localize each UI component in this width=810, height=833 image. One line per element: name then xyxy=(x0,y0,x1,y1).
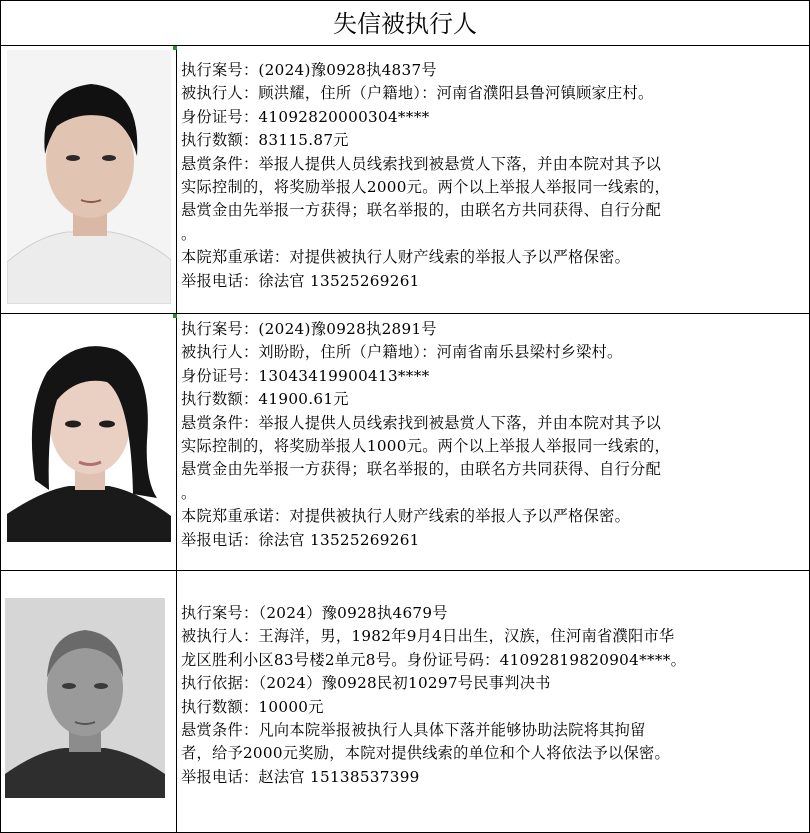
photo-cell xyxy=(1,46,177,313)
enforcement-amount: 执行数额：83115.87元 xyxy=(181,131,349,150)
debtor-info: 被执行人：顾洪耀，住所（户籍地）：河南省濮阳县鲁河镇顾家庄村。 xyxy=(181,84,654,103)
id-number: 身份证号：13043419900413**** xyxy=(181,366,430,385)
reward-conditions: 悬赏金由先举报一方获得；联名举报的，由联名方共同获得、自行分配 xyxy=(181,460,662,479)
person-photo-1 xyxy=(7,50,171,304)
reward-conditions: 。 xyxy=(181,483,197,502)
person-photo-2 xyxy=(7,320,171,542)
person-photo-3 xyxy=(5,598,165,798)
reward-conditions: 。 xyxy=(181,224,197,243)
case-number: 执行案号：(2024)豫0928执4837号 xyxy=(181,61,437,79)
debtor-info: 被执行人：王海洋，男，1982年9月4日出生，汉族，住河南省濮阳市华 xyxy=(181,627,675,646)
report-phone: 举报电话：徐法官 13525269261 xyxy=(181,530,420,549)
record-text xyxy=(177,571,809,832)
case-number: 执行案号：（2024）豫0928执4679号 xyxy=(181,604,448,622)
case-number: 执行案号：(2024)豫0928执2891号 xyxy=(181,320,437,338)
enforcement-amount: 执行数额：10000元 xyxy=(181,697,324,716)
page-title: 失信被执行人 xyxy=(1,1,809,46)
record-3 xyxy=(1,571,809,832)
reward-conditions: 悬赏条件：举报人提供人员线索找到被悬赏人下落，并由本院对其予以 xyxy=(181,413,662,432)
enforcement-basis: 执行依据：（2024）豫0928民初10297号民事判决书 xyxy=(181,674,551,693)
debtor-info: 龙区胜利小区83号楼2单元8号。身份证号码：41092819820904****。 xyxy=(181,650,687,669)
reward-conditions: 实际控制的，将奖励举报人2000元。两个以上举报人举报同一线索的， xyxy=(181,178,670,197)
photo-cell xyxy=(1,571,177,832)
reward-conditions: 悬赏条件：举报人提供人员线索找到被悬赏人下落，并由本院对其予以 xyxy=(181,154,662,173)
court-promise: 本院郑重承诺：对提供被执行人财产线索的举报人予以严格保密。 xyxy=(181,507,631,526)
id-number: 身份证号：41092820000304**** xyxy=(181,107,430,126)
record-text xyxy=(177,314,809,570)
report-phone: 举报电话：徐法官 13525269261 xyxy=(181,271,420,290)
record-2 xyxy=(1,314,809,571)
reward-conditions: 实际控制的，将奖励举报人1000元。两个以上举报人举报同一线索的， xyxy=(181,437,670,456)
debtor-info: 被执行人：刘盼盼，住所（户籍地）：河南省南乐县梁村乡梁村。 xyxy=(181,343,623,362)
report-phone: 举报电话：赵法官 15138537399 xyxy=(181,767,420,786)
enforcement-amount: 执行数额：41900.61元 xyxy=(181,390,349,409)
reward-conditions: 悬赏金由先举报一方获得；联名举报的，由联名方共同获得、自行分配 xyxy=(181,201,662,220)
photo-cell xyxy=(1,314,177,570)
record-1 xyxy=(1,46,809,314)
reward-conditions: 者，给予2000元奖励，本院对提供线索的单位和个人将依法予以保密。 xyxy=(181,744,670,763)
court-promise: 本院郑重承诺：对提供被执行人财产线索的举报人予以严格保密。 xyxy=(181,248,631,267)
reward-conditions: 悬赏条件：凡向本院举报被执行人具体下落并能够协助法院将其拘留 xyxy=(181,721,646,740)
record-text xyxy=(177,46,809,313)
